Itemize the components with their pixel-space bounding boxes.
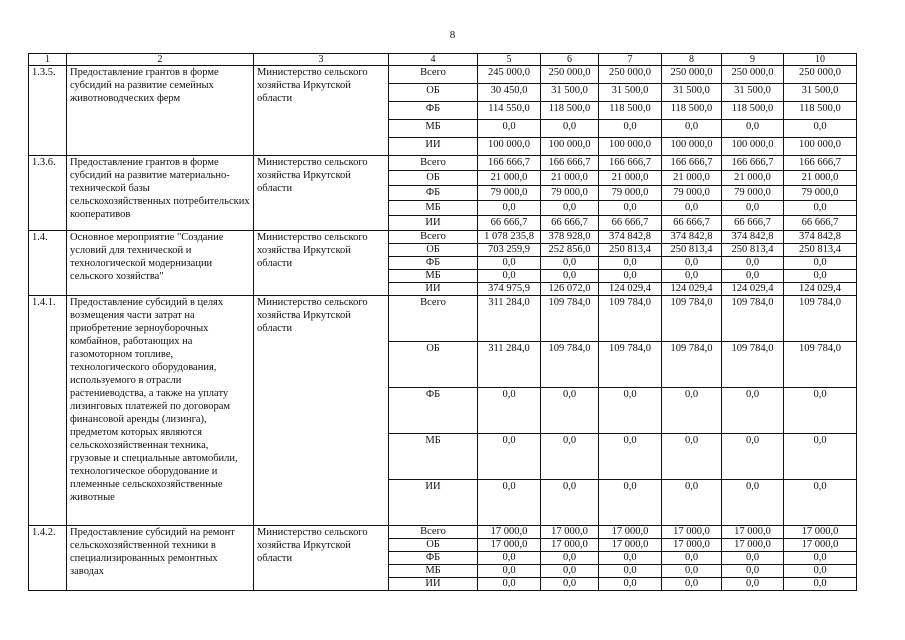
amount-cell: 0,0 — [599, 578, 662, 591]
column-header: 7 — [599, 54, 662, 66]
funding-source: ИИ — [389, 216, 478, 231]
funding-source: ФБ — [389, 552, 478, 565]
amount-cell: 250 000,0 — [662, 66, 722, 84]
funding-source: МБ — [389, 270, 478, 283]
amount-cell: 0,0 — [784, 578, 857, 591]
amount-cell: 0,0 — [541, 578, 599, 591]
amount-cell: 0,0 — [722, 257, 784, 270]
funding-source: Всего — [389, 526, 478, 539]
amount-cell: 109 784,0 — [662, 296, 722, 342]
amount-cell: 0,0 — [541, 552, 599, 565]
funding-source: ОБ — [389, 539, 478, 552]
amount-cell: 66 666,7 — [722, 216, 784, 231]
amount-cell: 31 500,0 — [541, 84, 599, 102]
funding-source: ОБ — [389, 342, 478, 388]
amount-cell: 1 078 235,8 — [478, 231, 541, 244]
funding-source: Всего — [389, 66, 478, 84]
funding-source: ОБ — [389, 171, 478, 186]
column-header: 10 — [784, 54, 857, 66]
amount-cell: 79 000,0 — [599, 186, 662, 201]
amount-cell: 374 975,9 — [478, 283, 541, 296]
header-row — [29, 54, 857, 66]
page-number: 8 — [449, 29, 456, 41]
amount-cell: 0,0 — [541, 257, 599, 270]
amount-cell: 250 000,0 — [599, 66, 662, 84]
amount-cell: 0,0 — [722, 120, 784, 138]
amount-cell: 0,0 — [599, 565, 662, 578]
item-code: 1.4. — [29, 231, 67, 296]
funding-source: ФБ — [389, 102, 478, 120]
amount-cell: 166 666,7 — [541, 156, 599, 171]
amount-cell: 0,0 — [722, 434, 784, 480]
amount-cell: 703 259,9 — [478, 244, 541, 257]
amount-cell: 109 784,0 — [541, 342, 599, 388]
amount-cell: 0,0 — [662, 552, 722, 565]
amount-cell: 166 666,7 — [599, 156, 662, 171]
amount-cell: 100 000,0 — [662, 138, 722, 156]
amount-cell: 0,0 — [784, 480, 857, 526]
amount-cell: 0,0 — [478, 552, 541, 565]
amount-cell: 250 813,4 — [599, 244, 662, 257]
item-description: Предоставление субсидий на ремонт сельскохозяйственной техники в специализированных ремонтных заводах — [67, 526, 254, 591]
amount-cell: 0,0 — [784, 388, 857, 434]
amount-cell: 0,0 — [541, 480, 599, 526]
amount-cell: 0,0 — [541, 270, 599, 283]
amount-cell: 79 000,0 — [478, 186, 541, 201]
amount-cell: 21 000,0 — [599, 171, 662, 186]
amount-cell: 114 550,0 — [478, 102, 541, 120]
table-row — [29, 156, 857, 171]
amount-cell: 0,0 — [599, 120, 662, 138]
amount-cell: 250 000,0 — [722, 66, 784, 84]
column-header: 6 — [541, 54, 599, 66]
amount-cell: 166 666,7 — [722, 156, 784, 171]
amount-cell: 0,0 — [599, 201, 662, 216]
amount-cell: 118 500,0 — [784, 102, 857, 120]
funding-source: Всего — [389, 156, 478, 171]
funding-source: Всего — [389, 231, 478, 244]
amount-cell: 21 000,0 — [784, 171, 857, 186]
amount-cell: 21 000,0 — [541, 171, 599, 186]
amount-cell: 79 000,0 — [722, 186, 784, 201]
funding-source: ИИ — [389, 480, 478, 526]
column-header: 1 — [29, 54, 67, 66]
amount-cell: 0,0 — [662, 257, 722, 270]
amount-cell: 126 072,0 — [541, 283, 599, 296]
amount-cell: 0,0 — [599, 552, 662, 565]
amount-cell: 0,0 — [722, 270, 784, 283]
amount-cell: 100 000,0 — [541, 138, 599, 156]
item-code: 1.3.5. — [29, 66, 67, 156]
funding-source: ФБ — [389, 186, 478, 201]
funding-source: ИИ — [389, 283, 478, 296]
amount-cell: 66 666,7 — [541, 216, 599, 231]
amount-cell: 118 500,0 — [722, 102, 784, 120]
amount-cell: 0,0 — [478, 270, 541, 283]
amount-cell: 109 784,0 — [599, 296, 662, 342]
funding-source: Всего — [389, 296, 478, 342]
amount-cell: 0,0 — [784, 120, 857, 138]
amount-cell: 0,0 — [784, 565, 857, 578]
amount-cell: 0,0 — [784, 270, 857, 283]
amount-cell: 0,0 — [599, 434, 662, 480]
amount-cell: 250 813,4 — [662, 244, 722, 257]
amount-cell: 166 666,7 — [662, 156, 722, 171]
amount-cell: 124 029,4 — [662, 283, 722, 296]
amount-cell: 245 000,0 — [478, 66, 541, 84]
funding-source: ФБ — [389, 388, 478, 434]
amount-cell: 166 666,7 — [784, 156, 857, 171]
amount-cell: 17 000,0 — [478, 526, 541, 539]
amount-cell: 66 666,7 — [478, 216, 541, 231]
column-header: 2 — [67, 54, 254, 66]
amount-cell: 109 784,0 — [541, 296, 599, 342]
amount-cell: 250 000,0 — [784, 66, 857, 84]
amount-cell: 0,0 — [784, 201, 857, 216]
funding-source: МБ — [389, 201, 478, 216]
amount-cell: 0,0 — [722, 388, 784, 434]
amount-cell: 21 000,0 — [478, 171, 541, 186]
funding-source: МБ — [389, 120, 478, 138]
amount-cell: 0,0 — [478, 578, 541, 591]
amount-cell: 30 450,0 — [478, 84, 541, 102]
amount-cell: 0,0 — [599, 270, 662, 283]
amount-cell: 0,0 — [541, 388, 599, 434]
amount-cell: 17 000,0 — [599, 539, 662, 552]
amount-cell: 0,0 — [722, 565, 784, 578]
amount-cell: 118 500,0 — [599, 102, 662, 120]
amount-cell: 166 666,7 — [478, 156, 541, 171]
item-executor: Министерство сельского хозяйства Иркутской области — [254, 66, 389, 156]
amount-cell: 0,0 — [478, 565, 541, 578]
amount-cell: 100 000,0 — [478, 138, 541, 156]
amount-cell: 0,0 — [784, 434, 857, 480]
funding-source: ОБ — [389, 84, 478, 102]
amount-cell: 31 500,0 — [662, 84, 722, 102]
amount-cell: 250 000,0 — [541, 66, 599, 84]
amount-cell: 0,0 — [478, 257, 541, 270]
amount-cell: 17 000,0 — [662, 539, 722, 552]
amount-cell: 374 842,8 — [662, 231, 722, 244]
amount-cell: 0,0 — [478, 434, 541, 480]
amount-cell: 100 000,0 — [599, 138, 662, 156]
item-description: Предоставление субсидий в целях возмещения части затрат на приобретение зерноуборочных комбайнов, работающих на газомоторном топливе, технологического оборудования, используемого в отрасли растениеводства, а также на уплату лизинговых платежей по договорам финансовой аренды (лизинга), предметом которых являются сельскохозяйственная техника, грузовые и специальные автомобили, технологическое оборудование и племенные сельскохозяйственные животные — [67, 296, 254, 526]
amount-cell: 0,0 — [599, 388, 662, 434]
item-code: 1.4.1. — [29, 296, 67, 526]
amount-cell: 109 784,0 — [722, 342, 784, 388]
funding-source: ИИ — [389, 138, 478, 156]
amount-cell: 79 000,0 — [541, 186, 599, 201]
amount-cell: 374 842,8 — [784, 231, 857, 244]
amount-cell: 124 029,4 — [722, 283, 784, 296]
amount-cell: 17 000,0 — [478, 539, 541, 552]
amount-cell: 100 000,0 — [784, 138, 857, 156]
table-row — [29, 66, 857, 84]
amount-cell: 118 500,0 — [541, 102, 599, 120]
amount-cell: 0,0 — [662, 565, 722, 578]
amount-cell: 0,0 — [478, 480, 541, 526]
amount-cell: 0,0 — [541, 120, 599, 138]
amount-cell: 311 284,0 — [478, 342, 541, 388]
amount-cell: 0,0 — [541, 434, 599, 480]
amount-cell: 31 500,0 — [722, 84, 784, 102]
amount-cell: 0,0 — [599, 257, 662, 270]
amount-cell: 109 784,0 — [722, 296, 784, 342]
amount-cell: 0,0 — [662, 270, 722, 283]
amount-cell: 0,0 — [478, 120, 541, 138]
amount-cell: 0,0 — [784, 552, 857, 565]
amount-cell: 31 500,0 — [784, 84, 857, 102]
amount-cell: 311 284,0 — [478, 296, 541, 342]
amount-cell: 17 000,0 — [784, 526, 857, 539]
column-header: 5 — [478, 54, 541, 66]
item-executor: Министерство сельского хозяйства Иркутской области — [254, 296, 389, 526]
amount-cell: 79 000,0 — [784, 186, 857, 201]
amount-cell: 0,0 — [662, 201, 722, 216]
funding-source: ОБ — [389, 244, 478, 257]
funding-source: ФБ — [389, 257, 478, 270]
amount-cell: 109 784,0 — [784, 342, 857, 388]
amount-cell: 374 842,8 — [722, 231, 784, 244]
amount-cell: 252 856,0 — [541, 244, 599, 257]
amount-cell: 250 813,4 — [784, 244, 857, 257]
funding-source: ИИ — [389, 578, 478, 591]
item-executor: Министерство сельского хозяйства Иркутской области — [254, 156, 389, 231]
amount-cell: 0,0 — [541, 201, 599, 216]
amount-cell: 378 928,0 — [541, 231, 599, 244]
amount-cell: 79 000,0 — [662, 186, 722, 201]
amount-cell: 17 000,0 — [599, 526, 662, 539]
amount-cell: 0,0 — [662, 388, 722, 434]
budget-table — [28, 53, 857, 591]
amount-cell: 0,0 — [478, 388, 541, 434]
amount-cell: 0,0 — [662, 578, 722, 591]
table-row — [29, 526, 857, 539]
amount-cell: 0,0 — [541, 565, 599, 578]
amount-cell: 21 000,0 — [662, 171, 722, 186]
amount-cell: 17 000,0 — [722, 539, 784, 552]
column-header: 3 — [254, 54, 389, 66]
column-header: 9 — [722, 54, 784, 66]
amount-cell: 124 029,4 — [599, 283, 662, 296]
amount-cell: 0,0 — [784, 257, 857, 270]
amount-cell: 17 000,0 — [541, 526, 599, 539]
amount-cell: 0,0 — [722, 201, 784, 216]
amount-cell: 0,0 — [722, 578, 784, 591]
amount-cell: 100 000,0 — [722, 138, 784, 156]
funding-source: МБ — [389, 565, 478, 578]
item-code: 1.3.6. — [29, 156, 67, 231]
amount-cell: 109 784,0 — [599, 342, 662, 388]
amount-cell: 0,0 — [722, 480, 784, 526]
amount-cell: 374 842,8 — [599, 231, 662, 244]
amount-cell: 0,0 — [662, 120, 722, 138]
amount-cell: 250 813,4 — [722, 244, 784, 257]
amount-cell: 0,0 — [599, 480, 662, 526]
column-header: 8 — [662, 54, 722, 66]
column-header: 4 — [389, 54, 478, 66]
table-row — [29, 231, 857, 244]
amount-cell: 0,0 — [478, 201, 541, 216]
amount-cell: 66 666,7 — [662, 216, 722, 231]
amount-cell: 31 500,0 — [599, 84, 662, 102]
amount-cell: 109 784,0 — [662, 342, 722, 388]
item-description: Предоставление грантов в форме субсидий на развитие материально-технической базы сельскохозяйственных потребительских кооперативов — [67, 156, 254, 231]
amount-cell: 0,0 — [722, 552, 784, 565]
funding-source: МБ — [389, 434, 478, 480]
item-description: Основное мероприятие "Создание условий для технической и технологической модернизации сельского хозяйства" — [67, 231, 254, 296]
amount-cell: 118 500,0 — [662, 102, 722, 120]
amount-cell: 0,0 — [662, 480, 722, 526]
amount-cell: 66 666,7 — [599, 216, 662, 231]
amount-cell: 124 029,4 — [784, 283, 857, 296]
table-row — [29, 296, 857, 342]
amount-cell: 17 000,0 — [662, 526, 722, 539]
item-code: 1.4.2. — [29, 526, 67, 591]
item-description: Предоставление грантов в форме субсидий на развитие семейных животноводческих ферм — [67, 66, 254, 156]
item-executor: Министерство сельского хозяйства Иркутской области — [254, 231, 389, 296]
amount-cell: 17 000,0 — [722, 526, 784, 539]
amount-cell: 66 666,7 — [784, 216, 857, 231]
amount-cell: 17 000,0 — [784, 539, 857, 552]
amount-cell: 17 000,0 — [541, 539, 599, 552]
amount-cell: 0,0 — [662, 434, 722, 480]
amount-cell: 109 784,0 — [784, 296, 857, 342]
item-executor: Министерство сельского хозяйства Иркутской области — [254, 526, 389, 591]
amount-cell: 21 000,0 — [722, 171, 784, 186]
